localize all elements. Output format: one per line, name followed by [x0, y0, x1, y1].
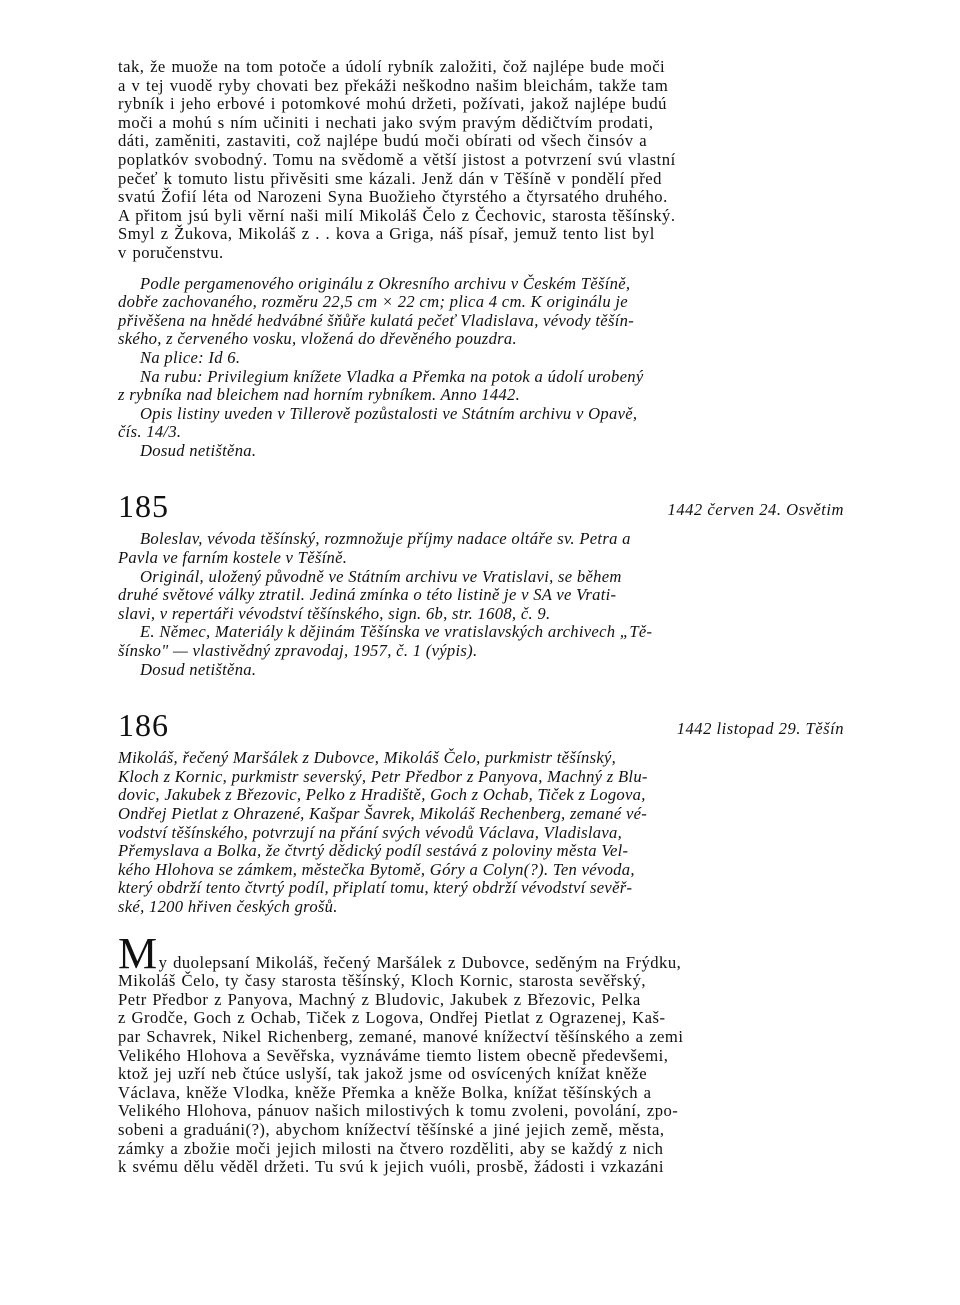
- text-line: svatú Žofií léta od Narozeni Syna Buožieho čtyrstého a čtyrsatého druhého.: [118, 187, 668, 207]
- doc186-regest: [118, 749, 844, 916]
- note-line: E. Němec, Materiály k dějinám Těšínska ve vratislavských archivech „Tě-: [140, 622, 653, 642]
- note-line: Originál, uložený původně ve Státním archivu ve Vratislavi, se během: [140, 566, 622, 586]
- doc186-text: [118, 928, 844, 1177]
- note-line: Přemyslava a Bolka, že čtvrtý dědický podíl sestává z poloviny města Vel-: [118, 841, 629, 861]
- note-line: dobře zachovaného, rozměru 22,5 cm × 22 cm; plica 4 cm. K originálu je: [118, 292, 628, 312]
- document-date-place: 1442 listopad 29. Těšín: [676, 719, 844, 739]
- doc185-literature-note: [118, 623, 844, 660]
- note-line: Mikoláš, řečený Maršálek z Dubovce, Mikoláš Čelo, purkmistr těšínský,: [118, 748, 617, 768]
- note-line: ské, 1200 hřiven českých grošů.: [118, 896, 338, 916]
- text-line: Velikého Hlohova, pánuov našich milostivých k tomu zvoleni, povolání, zpo-: [118, 1101, 679, 1121]
- note-line: přivěšena na hnědé hedvábné šňůře kulatá pečeť Vladislava, vévody těšín-: [118, 310, 635, 330]
- copy-note: [118, 405, 844, 442]
- note-line: Na rubu: Privilegium knížete Vladka a Přemka na potok a údolí urobený: [140, 366, 644, 386]
- note-line: Pavla ve farním kostele v Těšíně.: [118, 548, 348, 568]
- text-line: rybník i jeho erbové i potomkové mohú držeti, požívati, jakož najlépe budú: [118, 94, 667, 114]
- text-line: pečeť k tomuto listu přivěsiti sme kázali. Jenž dán v Těšíně v pondělí před: [118, 168, 662, 188]
- text-line: zámky a zbožie moči jejich milosti na čtvero rozděliti, aby se každý z nich: [118, 1138, 664, 1158]
- doc184-text-continuation: [118, 58, 844, 263]
- text-line: sobeni a graduáni(?), abychom knížectví těšínské a jiné jejich země, města,: [118, 1119, 665, 1139]
- note-line: kého Hlohova se zámkem, městečka Bytomě, Góry a Colyn(?). Ten vévoda,: [118, 859, 635, 879]
- text-line: v poručenstvu.: [118, 242, 224, 262]
- text-line-start: y duolepsaní Mikoláš, řečený Maršálek z Dubovce, seděným na Frýdku,: [158, 952, 682, 972]
- text-line: Václava, kněže Vlodka, kněže Přemka a kněže Bolka, knížat těšínských a: [118, 1082, 652, 1102]
- note-line: Boleslav, vévoda těšínský, rozmnožuje příjmy nadace oltáře sv. Petra a: [140, 529, 631, 549]
- note-line: Dosud netištěna.: [140, 440, 257, 460]
- plica-note: [118, 349, 844, 368]
- drop-cap: M: [118, 928, 158, 978]
- text-line: Smyl z Žukova, Mikoláš z . . kova a Griga, náš písař, jemuž tento list byl: [118, 224, 655, 244]
- edition-note: [118, 442, 844, 461]
- note-line: čís. 14/3.: [118, 422, 182, 442]
- note-line: Podle pergamenového originálu z Okresního archivu v Českém Těšíně,: [140, 273, 631, 293]
- text-line: tak, že muože na tom potoče a údolí rybník založiti, čož najlépe bude moči: [118, 57, 666, 76]
- note-line: který obdrží tento čtvrtý podíl, připlatí tomu, který obdrží vévodství sevěř-: [118, 878, 633, 898]
- text-line: A přitom jsú byli věrní naši milí Mikoláš Čelo z Čechovic, starosta těšínský.: [118, 205, 676, 225]
- note-line: z rybníka nad bleichem nad horním rybníkem. Anno 1442.: [118, 385, 521, 405]
- document-number: 186: [118, 707, 169, 744]
- doc185-source-note: [118, 568, 844, 624]
- note-line: Kloch z Kornic, purkmistr severský, Petr Předbor z Panyova, Machný z Blu-: [118, 766, 648, 786]
- note-line: vodství těšínského, potvrzují na přání svých vévodů Václava, Vladislava,: [118, 822, 623, 842]
- note-line: Ondřej Pietlat z Ohrazené, Kašpar Šavrek, Mikoláš Rechenberg, zemané vé-: [118, 804, 648, 823]
- text-line: z Grodče, Goch z Ochab, Tiček z Logova, Ondřej Pietlat z Ograzenej, Kaš-: [118, 1008, 666, 1028]
- text-line: ktož jej uzří neb čtúce uslyší, tak jakož jsme od osvícených knížat kněže: [118, 1064, 648, 1084]
- note-line: ského, z červeného vosku, vložená do dřevěného pouzdra.: [118, 329, 517, 349]
- note-line: dovic, Jakubek z Březovic, Pelko z Hradiště, Goch z Ochab, Tiček z Logova,: [118, 785, 646, 805]
- text-line: moči a mohú s ním učiniti i nechati jako svým pravým dědičtvím prodati,: [118, 112, 654, 132]
- source-note: [118, 275, 844, 349]
- text-line: Petr Předbor z Panyova, Machný z Bludovic, Jakubek z Březovic, Pelka: [118, 989, 641, 1009]
- text-line: Velikého Hlohova a Sevěřska, vyznáváme tiemto listem obecně předevšemi,: [118, 1045, 669, 1065]
- note-line: Dosud netištěna.: [140, 659, 257, 679]
- document-date-place: 1442 červen 24. Osvětim: [667, 500, 844, 520]
- text-line: par Schavrek, Nikel Richenberg, zemané, manové knížectví těšínského a zemi: [118, 1026, 684, 1046]
- text-line: k svému dělu věděl držeti. Tu svú k jejich vuóli, prosbě, žádosti i vzkazáni: [118, 1157, 664, 1177]
- note-line: šínsko" — vlastivědný zpravodaj, 1957, č. 1 (výpis).: [118, 641, 478, 661]
- note-line: Opis listiny uveden v Tillerově pozůstalosti ve Státním archivu v Opavě,: [140, 403, 638, 423]
- text-line: [118, 928, 844, 978]
- doc186-header: [118, 705, 844, 744]
- dorsal-note: [118, 368, 844, 405]
- text-line: Mikoláš Čelo, ty časy starosta těšínský, Kloch Kornic, starosta sevěřský,: [118, 971, 647, 991]
- doc185-edition-note: [118, 661, 844, 680]
- text-line: poplatkóv svobodný. Tomu na svědomě a větší jistost a potvrzení svú vlastní: [118, 149, 676, 169]
- doc185-regest: [118, 530, 844, 567]
- note-line: slavi, v repertáři vévodství těšínského, sign. 6b, str. 1608, č. 9.: [118, 603, 551, 623]
- document-number: 185: [118, 488, 169, 525]
- note-line: Na plice: Id 6.: [140, 347, 241, 367]
- text-line: a v tej vuodě ryby chovati bez překáži neškodno našim bleichám, takže tam: [118, 75, 669, 95]
- doc185-header: [118, 486, 844, 525]
- text-line: dáti, zaměniti, zastaviti, což najlépe budú moči obírati od všech činsóv a: [118, 131, 648, 151]
- note-line: druhé světové války ztratil. Jediná zmínka o této listině je v SA ve Vrati-: [118, 585, 617, 605]
